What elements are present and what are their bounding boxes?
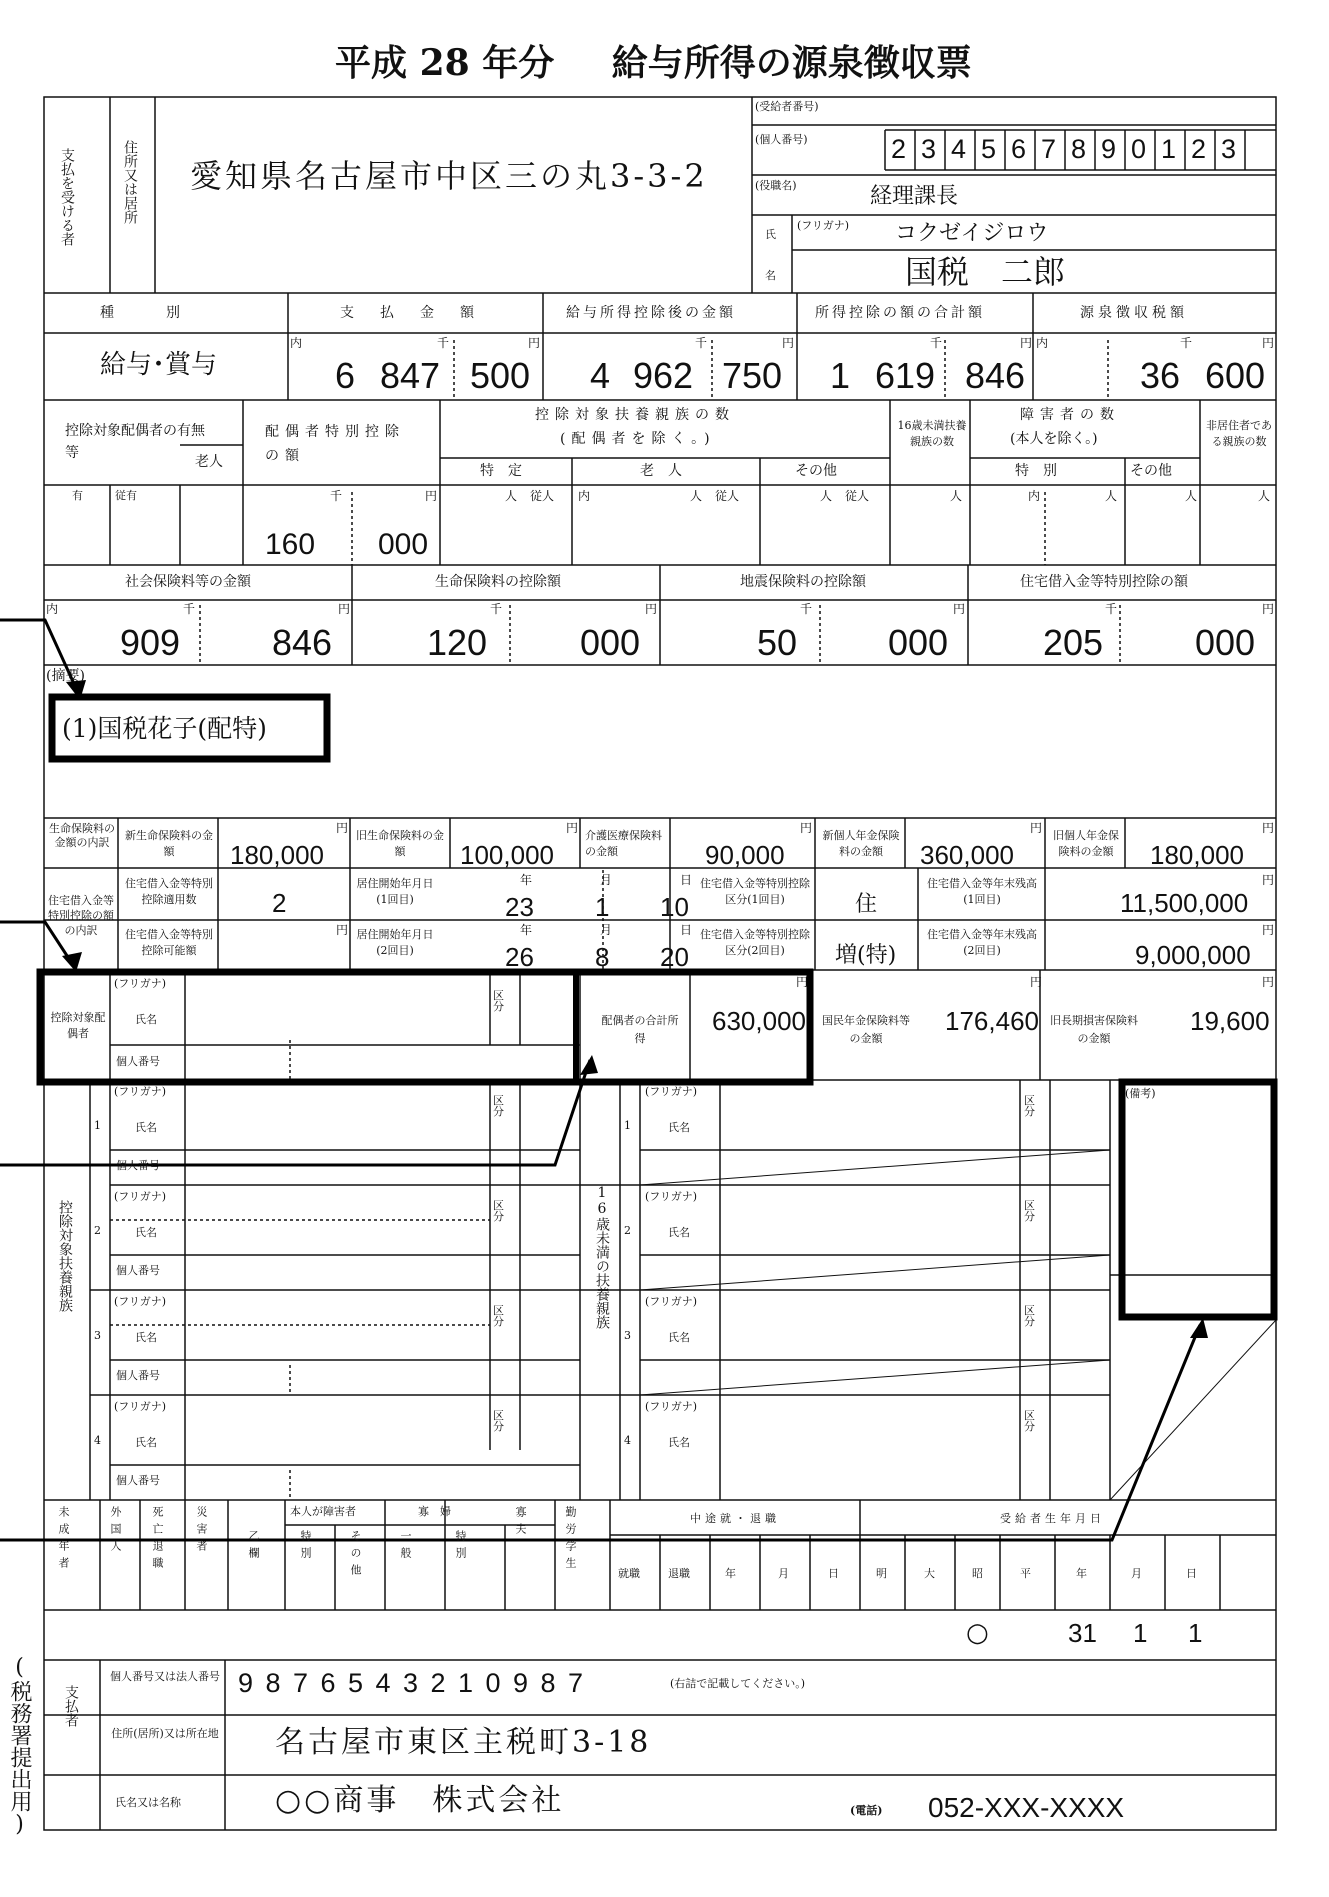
personal-number-digit: 2 (891, 134, 907, 164)
title-main: 給与所得の源泉徴収票 (611, 42, 972, 84)
housing-detail-head: 住宅借入金等特別控除の額の内訳 (48, 894, 114, 937)
side-note: (税務署提出用) (7, 1655, 32, 1837)
job-title: 経理課長 (870, 184, 959, 209)
care-label: 介護医療保険料の金額 (585, 829, 662, 858)
recipient-address: 愛知県名古屋市中区三の丸3-3-2 (190, 157, 708, 195)
dependent-name-label: 氏名 (135, 1226, 157, 1239)
u16-kana-label: (フリガナ) (645, 1400, 698, 1413)
dependent-kubun: 区分 (493, 1199, 504, 1223)
u16-name-label: 氏名 (668, 1331, 690, 1344)
dependent-index: 3 (94, 1329, 101, 1342)
unit-en-2: 円 (782, 336, 795, 350)
payer-number-digit: 7 (568, 1668, 584, 1698)
unit-hi-2: 日 (680, 923, 693, 937)
header-deduction-total: 所得控除の額の合計額 (815, 305, 985, 321)
spouse-section-head: 控除対象配偶者 (50, 1011, 106, 1040)
bottom-col-label: 一般 (399, 1530, 412, 1564)
unit-en-18: 円 (796, 975, 809, 989)
tel-label: (電話) (850, 1804, 883, 1817)
unit-jyu-1: 従人 (530, 489, 555, 503)
personal-number-digit: 6 (1011, 134, 1027, 164)
bottom-col-label: その他 (349, 1530, 362, 1581)
payer-number-digit: 0 (485, 1668, 501, 1698)
pay-thousands: 847 (380, 355, 441, 396)
name-label-b: 名 (765, 269, 776, 282)
housing-yen: 000 (1195, 622, 1256, 663)
unit-sen: 千 (437, 336, 450, 350)
new-pension-value: 360,000 (920, 840, 1014, 870)
taishoku-label: 退職 (668, 1567, 690, 1580)
class2-label: 住宅借入金等特別控除区分(2回目) (700, 928, 810, 957)
name-label-a: 氏 (765, 228, 776, 241)
unit-sen-4: 千 (1180, 336, 1193, 350)
recipient-name: 国税 二郎 (905, 253, 1066, 291)
unit-nin-4: 人 (950, 489, 963, 503)
payer-number-digit: 3 (403, 1668, 419, 1698)
old-life-label: 旧生命保険料の金額 (356, 829, 444, 858)
payer-number-digit: 8 (265, 1668, 281, 1698)
unit-uchi-4: 内 (1028, 489, 1041, 503)
old-ltc-label: 旧長期損害保険料の金額 (1050, 1014, 1138, 1045)
personal-number-label: (個人番号) (755, 133, 808, 146)
unit-nin-2: 人 (690, 489, 703, 503)
personal-number-digit: 3 (1221, 134, 1237, 164)
personal-number-digit: 4 (951, 134, 967, 164)
bottom-col-label: 死亡退職 (151, 1506, 164, 1574)
dependent-kubun: 区分 (493, 1304, 504, 1328)
spouse-no-label: 個人番号 (116, 1055, 160, 1068)
payer-side-label: 支払者 (63, 1685, 79, 1727)
u16-kana-label: (フリガナ) (645, 1190, 698, 1203)
birth-era-mark: ○ (966, 1618, 989, 1648)
dependents-head: 控除対象扶養親族の数 (535, 407, 735, 423)
u16-kubun: 区分 (1024, 1094, 1035, 1118)
self-disabled-head: 本人が障害者 (290, 1505, 356, 1518)
unit-sen-9: 千 (1105, 602, 1118, 616)
personal-number-digit: 1 (1161, 134, 1177, 164)
kind-value: 給与･賞与 (100, 350, 218, 380)
personal-number-digit: 3 (921, 134, 937, 164)
u16-kubun: 区分 (1024, 1304, 1035, 1328)
disabled-special: 特 別 (1015, 463, 1057, 479)
header-pay: 支 払 金 額 (340, 305, 480, 321)
balance1: 11,500,000 (1120, 888, 1249, 918)
payer-address-label: 住所(居所)又は所在地 (111, 1727, 219, 1740)
housing-avail-label: 住宅借入金等特別控除可能額 (125, 928, 213, 957)
birth-month-label: 月 (1131, 1567, 1142, 1580)
unit-nin-7: 人 (1258, 489, 1271, 503)
new-life-label: 新生命保険料の金額 (125, 829, 213, 858)
spouse-kubun: 区分 (493, 989, 504, 1013)
elder-label: 老人 (195, 454, 223, 470)
payer-number-digit: 9 (238, 1668, 254, 1698)
old-life-value: 100,000 (460, 840, 554, 870)
new-pension-label: 新個人年金保険料の金額 (822, 829, 900, 858)
bottom-col-label: 特別 (454, 1530, 467, 1564)
bottom-col-label: 特別 (299, 1530, 312, 1564)
pension-value: 176,460 (945, 1006, 1039, 1036)
personal-number-digit: 9 (1101, 134, 1117, 164)
class2: 増(特) (835, 943, 897, 968)
unit-en-10: 円 (336, 821, 349, 835)
dependent-no-label: 個人番号 (116, 1474, 160, 1487)
old-pension-value: 180,000 (1150, 840, 1244, 870)
social-insurance-thousands: 909 (120, 622, 181, 663)
unit-en-14: 円 (1262, 821, 1275, 835)
life-insurance-head: 生命保険料の控除額 (435, 574, 561, 590)
housing-count: 2 (272, 888, 287, 918)
unit-jyu-2: 従人 (715, 489, 740, 503)
unit-en: 円 (528, 336, 541, 350)
year-suffix: 年分 (482, 42, 555, 84)
unit-uchi-5: 内 (46, 602, 59, 616)
tax-thousands: 36 (1140, 355, 1181, 396)
widow-head: 寡 婦 (418, 1505, 451, 1518)
right-align-note: (右詰で記載してください。) (670, 1677, 806, 1690)
unit-en-3: 円 (1020, 336, 1033, 350)
disabled-head: 障害者の数 (1020, 407, 1120, 423)
unit-en-17: 円 (1262, 923, 1275, 937)
bottom-col-label: 災害者 (195, 1506, 208, 1557)
unit-en-7: 円 (645, 602, 658, 616)
care-value: 90,000 (705, 840, 785, 870)
bottom-col-label: 勤労学生 (564, 1506, 577, 1574)
u16-kana-label: (フリガナ) (645, 1085, 698, 1098)
dependent-kubun: 区分 (493, 1409, 504, 1433)
balance1-label: 住宅借入金等年末残高(1回目) (927, 877, 1037, 906)
unit-en-5: 円 (425, 489, 438, 503)
u16-kana-label: (フリガナ) (645, 1295, 698, 1308)
pay-millions: 6 (335, 355, 356, 396)
unit-uchi-2: 内 (1036, 336, 1049, 350)
personal-number-digit: 5 (981, 134, 997, 164)
u16-index: 1 (624, 1119, 631, 1132)
dependent-kana-label: (フリガナ) (114, 1295, 167, 1308)
roujin-label: 老 人 (640, 463, 682, 479)
ari-label: 有 (72, 489, 83, 502)
bottom-col-label: 未成年者 (57, 1506, 70, 1574)
form-title (335, 42, 972, 84)
unit-jyu-3: 従人 (845, 489, 870, 503)
dependent-name-label: 氏名 (135, 1436, 157, 1449)
payer-number-digit: 8 (540, 1668, 556, 1698)
dependent-kubun: 区分 (493, 1094, 504, 1118)
dependent-no-label: 個人番号 (116, 1264, 160, 1277)
start1-label: 居住開始年月日(1回目) (356, 877, 434, 906)
personal-number-digit: 7 (1041, 134, 1057, 164)
unit-en-20: 円 (1262, 975, 1275, 989)
header-kind: 種 別 (100, 305, 188, 321)
unit-tsuki-2: 月 (600, 923, 613, 937)
remarks-label: (備考) (1125, 1087, 1156, 1100)
earthquake-head: 地震保険料の控除額 (740, 574, 866, 590)
dependent-name-label: 氏名 (135, 1331, 157, 1344)
dependent-no-label: 個人番号 (116, 1159, 160, 1172)
unit-en-8: 円 (953, 602, 966, 616)
unit-sen-5: 千 (330, 489, 343, 503)
start2-label: 居住開始年月日(2回目) (356, 928, 434, 957)
spouse-special-thousands: 160 (265, 528, 316, 561)
recipient-side-label: 支払を受ける者 (59, 148, 75, 246)
spouse-special-head: 配偶者特別控除の額 (265, 424, 405, 464)
housing-count-label: 住宅借入金等特別控除適用数 (125, 877, 213, 906)
bottom-col-label: 寡夫 (514, 1506, 527, 1540)
header-after: 給与所得控除後の金額 (566, 305, 736, 321)
life-yen: 000 (580, 622, 641, 663)
disabled-head-2: (本人を除く。) (1010, 431, 1098, 447)
start2-year: 26 (505, 942, 534, 972)
unit-en-12: 円 (800, 821, 813, 835)
unit-nen-1: 年 (520, 873, 533, 887)
unit-en-11: 円 (566, 821, 579, 835)
nonresident-head: 非居住者である親族の数 (1206, 419, 1272, 448)
life-thousands: 120 (427, 622, 488, 663)
balance2: 9,000,000 (1135, 940, 1251, 970)
recipient-number-label: (受給者番号) (755, 100, 819, 113)
u16-kubun: 区分 (1024, 1409, 1035, 1433)
spouse-income: 630,000 (712, 1006, 806, 1036)
housing-loan-head: 住宅借入金等特別控除の額 (1020, 574, 1188, 590)
era-heisei: 平 (1020, 1567, 1031, 1580)
payer-name-label: 氏名又は名称 (115, 1796, 181, 1809)
u16-kubun: 区分 (1024, 1199, 1035, 1223)
under16-head: 16歳未満扶養親族の数 (897, 419, 967, 448)
era-taisho: 大 (924, 1567, 935, 1580)
class1-label: 住宅借入金等特別控除区分(1回目) (700, 877, 810, 906)
unit-en-4: 円 (1262, 336, 1275, 350)
personal-number-digit: 0 (1131, 134, 1147, 164)
unit-tsuki-1: 月 (600, 873, 613, 887)
dependent-kana-label: (フリガナ) (114, 1190, 167, 1203)
under16-section-head: 16歳未満の扶養親族 (594, 1185, 610, 1329)
disabled-other: その他 (1130, 463, 1172, 479)
unit-en-9: 円 (1262, 602, 1275, 616)
tokutei-label: 特 定 (480, 463, 522, 479)
dependent-no-label: 個人番号 (116, 1369, 160, 1382)
unit-hi-1: 日 (680, 873, 693, 887)
payer-name: ○○商事 株式会社 (275, 1783, 565, 1818)
u16-name-label: 氏名 (668, 1436, 690, 1449)
unit-nin-1: 人 (505, 489, 518, 503)
payer-number-digit: 5 (348, 1668, 364, 1698)
sonota-label: その他 (795, 463, 837, 479)
payer-address: 名古屋市東区主税町3-18 (275, 1725, 652, 1760)
after-thousands: 962 (633, 355, 694, 396)
after-millions: 4 (590, 355, 611, 396)
birth-day: 1 (1188, 1618, 1203, 1648)
birth-month: 1 (1133, 1618, 1148, 1648)
unit-nen-2: 年 (520, 923, 533, 937)
tax-yen: 600 (1205, 355, 1266, 396)
pay-yen: 500 (470, 355, 531, 396)
kana-label: (フリガナ) (797, 219, 850, 232)
balance2-label: 住宅借入金等年末残高(2回目) (927, 928, 1037, 957)
after-yen: 750 (722, 355, 783, 396)
recipient-kana: コクゼイジロウ (895, 221, 1049, 246)
era-showa: 昭 (972, 1567, 983, 1580)
mid-month: 月 (778, 1567, 789, 1580)
old-pension-label: 旧個人年金保険料の金額 (1053, 829, 1119, 858)
u16-index: 4 (624, 1434, 631, 1447)
bottom-col-label: 外国人 (109, 1506, 122, 1557)
life-detail-head: 生命保険料の金額の内訳 (49, 822, 115, 849)
u16-name-label: 氏名 (668, 1226, 690, 1239)
earthquake-yen: 000 (888, 622, 949, 663)
birth-year: 31 (1068, 1618, 1097, 1648)
dependent-index: 1 (94, 1119, 101, 1132)
header-tax: 源泉徴収税額 (1080, 305, 1188, 321)
dependent-index: 2 (94, 1224, 101, 1237)
bottom-col-label: 乙欄 (247, 1530, 260, 1564)
u16-index: 2 (624, 1224, 631, 1237)
u16-name-label: 氏名 (668, 1121, 690, 1134)
unit-nin-5: 人 (1105, 489, 1118, 503)
year-value: 28 (419, 42, 470, 84)
mid-day: 日 (828, 1567, 839, 1580)
era-meiji: 明 (876, 1567, 887, 1580)
payer-number-digit: 9 (513, 1668, 529, 1698)
spouse-special-yen: 000 (378, 528, 429, 561)
social-insurance-head: 社会保険料等の金額 (125, 574, 251, 590)
start1-year: 23 (505, 892, 534, 922)
old-ltc-value: 19,600 (1190, 1006, 1270, 1036)
unit-sen-2: 千 (695, 336, 708, 350)
midyear-head: 中途就・退職 (690, 1512, 780, 1525)
u16-index: 3 (624, 1329, 631, 1342)
payer-number-digit: 4 (375, 1668, 391, 1698)
payer-tel: 052-XXX-XXXX (928, 1792, 1125, 1823)
payer-number-digit: 1 (458, 1668, 474, 1698)
start1-day: 10 (660, 892, 689, 922)
dependent-kana-label: (フリガナ) (114, 1085, 167, 1098)
earthquake-thousands: 50 (757, 622, 798, 663)
birth-head: 受給者生年月日 (1000, 1512, 1105, 1525)
unit-en-13: 円 (1030, 821, 1043, 835)
unit-en-16: 円 (1262, 873, 1275, 887)
unit-nin-6: 人 (1185, 489, 1198, 503)
spouse-head: 控除対象配偶者の有無等 (65, 423, 205, 461)
unit-sen-3: 千 (930, 336, 943, 350)
summary-label: (摘要) (46, 668, 85, 684)
personal-number-digit: 2 (1191, 134, 1207, 164)
dependent-kana-label: (フリガナ) (114, 1400, 167, 1413)
birth-year-label: 年 (1076, 1567, 1087, 1580)
unit-en-19: 円 (1030, 975, 1043, 989)
era-label: 平成 (335, 42, 408, 84)
unit-en-15: 円 (336, 923, 349, 937)
job-title-label: (役職名) (755, 179, 797, 192)
summary-text: (1)国税花子(配特) (62, 714, 267, 743)
personal-number-digit: 8 (1071, 134, 1087, 164)
unit-en-6: 円 (338, 602, 351, 616)
unit-uchi-3: 内 (578, 489, 591, 503)
address-label: 住所又は居所 (122, 140, 138, 224)
spouse-income-label: 配偶者の合計所得 (601, 1014, 679, 1045)
dependents-section-head: 控除対象扶養親族 (57, 1200, 73, 1312)
payer-number-digit: 7 (293, 1668, 309, 1698)
dependents-head-2: (配偶者を除く。) (560, 431, 716, 447)
mid-year: 年 (725, 1567, 736, 1580)
start1-month: 1 (595, 892, 610, 922)
spouse-kana-label: (フリガナ) (114, 977, 167, 990)
unit-sen-8: 千 (800, 602, 813, 616)
class1: 住 (855, 892, 878, 917)
dependent-name-label: 氏名 (135, 1121, 157, 1134)
payer-number-digit: 2 (430, 1668, 446, 1698)
juari-label: 従有 (115, 489, 137, 502)
shushoku-label: 就職 (618, 1567, 640, 1580)
unit-uchi: 内 (290, 336, 303, 350)
payer-no-label: 個人番号又は法人番号 (110, 1670, 220, 1683)
unit-sen-6: 千 (183, 602, 196, 616)
start2-month: 8 (595, 942, 610, 972)
start2-day: 20 (660, 942, 689, 972)
dependent-index: 4 (94, 1434, 101, 1447)
ded-millions: 1 (830, 355, 851, 396)
housing-thousands: 205 (1043, 622, 1104, 663)
spouse-name-label: 氏名 (135, 1013, 157, 1026)
new-life-value: 180,000 (230, 840, 324, 870)
ded-thousands: 619 (875, 355, 936, 396)
unit-sen-7: 千 (490, 602, 503, 616)
pension-label: 国民年金保険料等の金額 (822, 1014, 910, 1045)
payer-number-digit: 6 (320, 1668, 336, 1698)
unit-nin-3: 人 (820, 489, 833, 503)
social-insurance-yen: 846 (272, 622, 333, 663)
ded-yen: 846 (965, 355, 1026, 396)
birth-day-label: 日 (1186, 1567, 1197, 1580)
